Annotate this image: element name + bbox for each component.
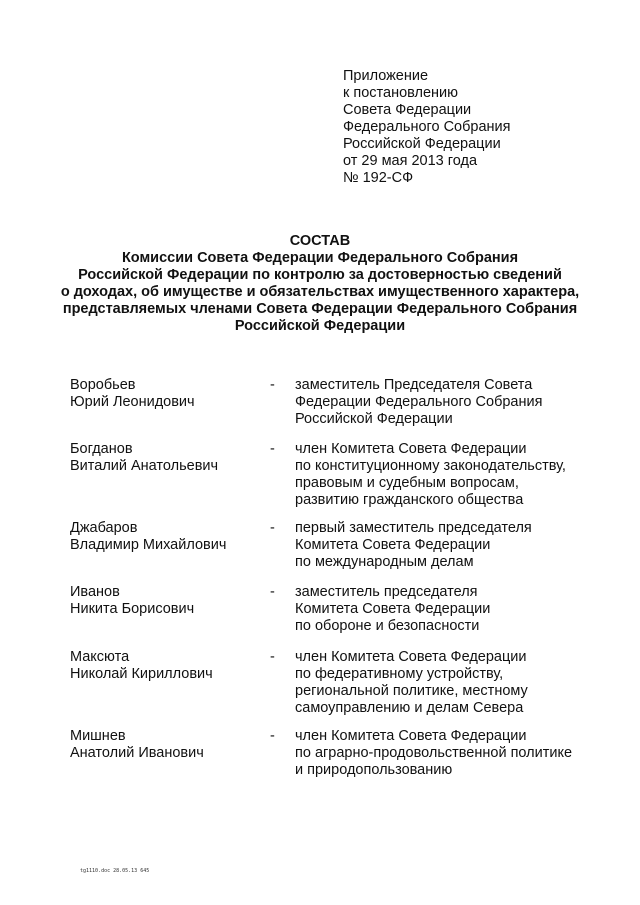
member-surname: Джабаров — [70, 520, 138, 536]
role-line: Российской Федерации — [295, 411, 453, 427]
role-line: член Комитета Совета Федерации — [295, 649, 527, 665]
member-role — [295, 584, 490, 635]
role-line: член Комитета Совета Федерации — [295, 728, 527, 744]
role-line: по аграрно-продовольственной политике — [295, 745, 573, 761]
member-role — [295, 728, 572, 779]
member-role — [295, 441, 566, 509]
appendix-line: Совета Федерации — [343, 102, 472, 118]
appendix-line: от 29 мая 2013 года — [343, 153, 478, 169]
member-given-names: Юрий Леонидович — [70, 394, 195, 410]
member-surname: Воробьев — [70, 377, 136, 393]
role-line: Комитета Совета Федерации — [295, 601, 491, 617]
role-line: развитию гражданского общества — [295, 492, 524, 508]
member-dash: - — [270, 377, 275, 393]
title-line: Российской Федерации — [234, 318, 406, 334]
role-line: по международным делам — [295, 554, 474, 570]
member-surname: Мишнев — [70, 728, 126, 744]
role-line: член Комитета Совета Федерации — [295, 441, 527, 457]
appendix-line: Российской Федерации — [343, 136, 501, 152]
role-line: по обороне и безопасности — [295, 618, 480, 634]
role-line: заместитель председателя — [295, 584, 478, 600]
role-line: по федеративному устройству, — [295, 666, 504, 682]
appendix-line: Приложение — [343, 68, 429, 84]
title-line: представляемых членами Совета Федерации Федерального Собрания — [62, 301, 578, 317]
role-line: правовым и судебным вопросам, — [295, 475, 519, 491]
member-name — [70, 728, 204, 762]
member-name — [70, 584, 194, 618]
member-surname: Богданов — [70, 441, 133, 457]
role-line: по конституционному законодательству, — [295, 458, 566, 474]
role-line: Федерации Федерального Собрания — [295, 394, 543, 410]
member-given-names: Владимир Михайлович — [70, 537, 227, 553]
title-heading: СОСТАВ — [289, 233, 351, 249]
title-line: Российской Федерации по контролю за достоверностью сведений — [78, 267, 562, 283]
appendix-line: № 192-СФ — [343, 170, 414, 186]
member-surname: Иванов — [70, 584, 120, 600]
role-line: региональной политике, местному — [295, 683, 528, 699]
member-name — [70, 377, 195, 411]
title-line: Комиссии Совета Федерации Федерального Собрания — [121, 250, 519, 266]
member-name — [70, 441, 218, 475]
member-given-names: Никита Борисович — [70, 601, 195, 617]
appendix-block — [343, 68, 511, 187]
member-role — [295, 377, 542, 428]
member-dash: - — [270, 728, 275, 744]
member-surname: Максюта — [70, 649, 130, 665]
role-line: заместитель Председателя Совета — [295, 377, 533, 393]
document-title — [0, 233, 640, 335]
file-footer: tg1110.doc 28.05.13 645 — [80, 868, 150, 874]
member-name — [70, 649, 213, 683]
role-line: первый заместитель председателя — [295, 520, 532, 536]
role-line: и природопользованию — [295, 762, 453, 778]
member-dash: - — [270, 441, 275, 457]
member-role — [295, 649, 528, 717]
role-line: самоуправлению и делам Севера — [295, 700, 524, 716]
title-line: о доходах, об имуществе и обязательствах имущественного характера, — [60, 284, 580, 300]
member-given-names: Николай Кириллович — [70, 666, 213, 682]
member-given-names: Анатолий Иванович — [70, 745, 204, 761]
member-given-names: Виталий Анатольевич — [70, 458, 219, 474]
appendix-line: к постановлению — [343, 85, 459, 101]
member-name — [70, 520, 226, 554]
member-dash: - — [270, 584, 275, 600]
member-role — [295, 520, 532, 571]
appendix-line: Федерального Собрания — [343, 119, 511, 135]
member-dash: - — [270, 520, 275, 536]
role-line: Комитета Совета Федерации — [295, 537, 491, 553]
member-dash: - — [270, 649, 275, 665]
